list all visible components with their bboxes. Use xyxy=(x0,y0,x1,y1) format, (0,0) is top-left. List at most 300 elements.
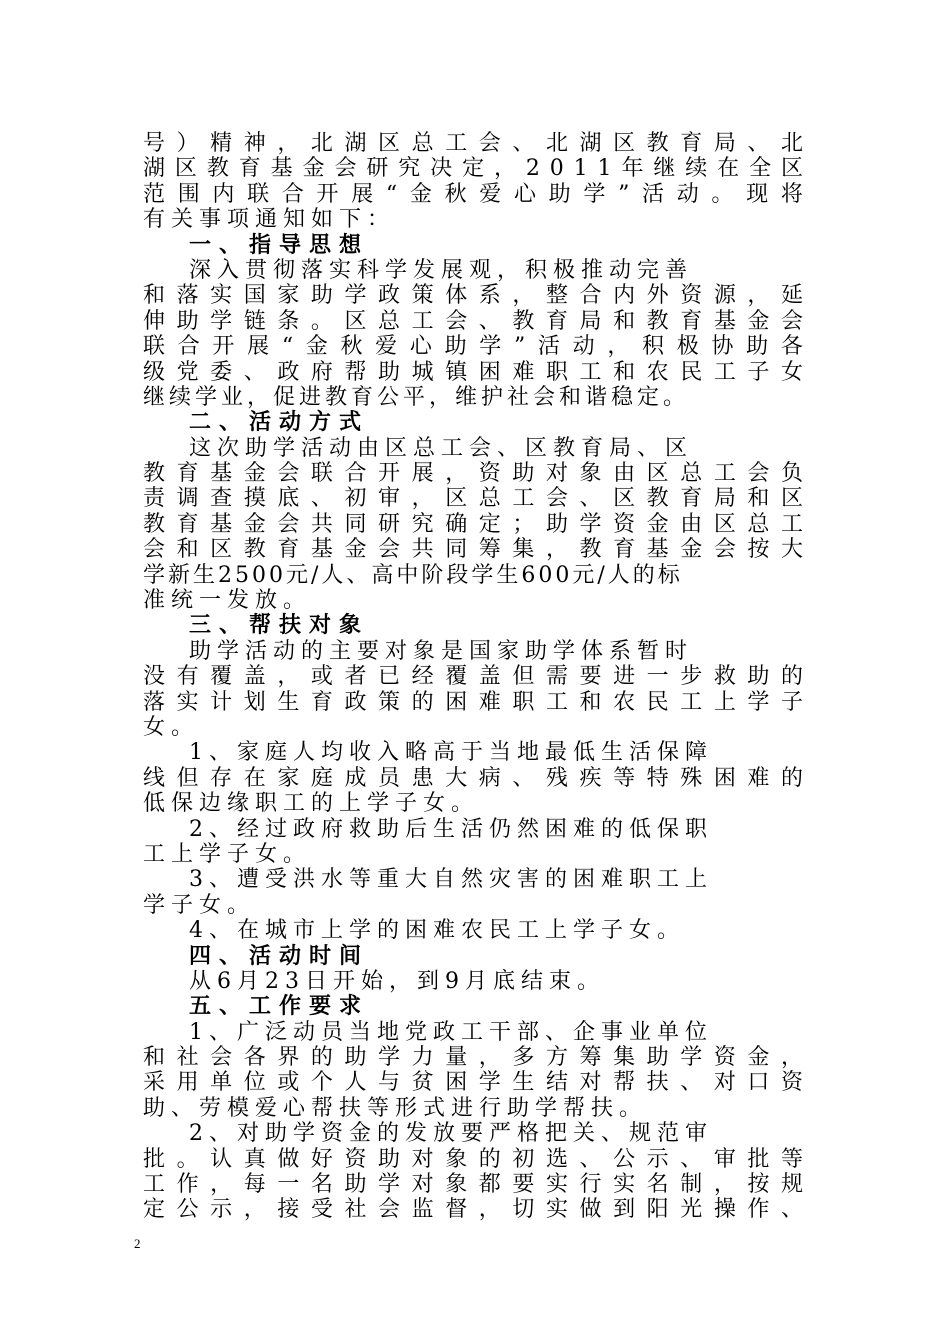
text-glyph: 区 xyxy=(613,131,636,156)
text-glyph: 公 xyxy=(613,1146,636,1172)
text-glyph: 规 xyxy=(780,1172,803,1198)
text-line xyxy=(143,334,803,359)
text-glyph: 社 xyxy=(176,1045,199,1071)
text-glyph: 湖 xyxy=(143,156,166,182)
text-glyph: 对 xyxy=(579,1070,602,1096)
body-text xyxy=(143,131,803,1223)
text-line: 从6月23日开始，到9月底结束。 xyxy=(189,968,605,994)
text-glyph: 作 xyxy=(747,1197,770,1223)
text-glyph: ， xyxy=(277,664,300,690)
section-heading: 四、活动时间 xyxy=(189,943,370,969)
text-glyph: 政 xyxy=(277,359,300,385)
text-glyph: 学 xyxy=(583,181,606,207)
text-glyph: 会 xyxy=(210,1045,233,1071)
text-glyph: 实 xyxy=(176,689,199,715)
text-glyph: 生 xyxy=(512,1070,535,1096)
text-glyph: 子 xyxy=(780,689,803,715)
text-line xyxy=(143,461,803,486)
text-glyph: 定 xyxy=(143,1197,166,1223)
text-glyph: 和 xyxy=(747,486,770,512)
text-glyph: 育 xyxy=(238,156,261,182)
text-glyph: 局 xyxy=(713,486,736,512)
text-glyph: 学 xyxy=(344,283,367,309)
text-glyph: ， xyxy=(512,283,535,309)
text-glyph: 名 xyxy=(310,1172,333,1198)
text-glyph: 基 xyxy=(713,308,736,334)
text-glyph: 体 xyxy=(445,283,468,309)
text-glyph: 、 xyxy=(512,131,535,156)
text-glyph: 。 xyxy=(310,308,333,334)
text-glyph: 1 xyxy=(573,156,588,182)
text-glyph: 和 xyxy=(143,1045,166,1071)
list-item: 2、经过政府救助后生活仍然困难的低保职 xyxy=(189,816,713,842)
text-glyph: 认 xyxy=(210,1146,233,1172)
text-glyph: 区 xyxy=(174,156,197,182)
text-glyph: 监 xyxy=(411,1197,434,1223)
text-glyph: ； xyxy=(512,511,535,537)
text-glyph: 湖 xyxy=(344,131,367,156)
text-line xyxy=(143,182,803,207)
text-glyph: 象 xyxy=(579,461,602,487)
text-glyph: 合 xyxy=(177,334,200,360)
text-glyph: 心 xyxy=(409,334,432,360)
text-glyph: 助 xyxy=(344,1172,367,1198)
text-glyph: 金 xyxy=(243,511,266,537)
text-glyph: 区 xyxy=(613,486,636,512)
text-glyph: 精 xyxy=(210,131,233,156)
text-glyph: 会 xyxy=(780,308,803,334)
list-item: 1、家庭人均收入略高于当地最低生活保障 xyxy=(189,740,713,766)
text-glyph: 量 xyxy=(445,1045,468,1071)
text-glyph: 盖 xyxy=(478,664,501,690)
text-glyph: 政 xyxy=(344,689,367,715)
text-glyph: 教 xyxy=(646,308,669,334)
text-glyph: 开 xyxy=(378,461,401,487)
text-glyph: 落 xyxy=(176,283,199,309)
text-glyph: 示 xyxy=(210,1197,233,1223)
text-glyph: 贫 xyxy=(411,1070,434,1096)
text-glyph: 确 xyxy=(445,511,468,537)
text-glyph: 区 xyxy=(780,486,803,512)
text-line xyxy=(143,512,803,537)
text-glyph: 助 xyxy=(545,511,568,537)
page-number: 2 xyxy=(134,1236,141,1251)
text-glyph: 联 xyxy=(143,334,166,360)
text-line: 准统一发放。 xyxy=(143,588,312,614)
text-glyph: 单 xyxy=(210,1070,233,1096)
text-line xyxy=(143,1147,803,1172)
text-glyph: 调 xyxy=(176,486,199,512)
text-glyph: 各 xyxy=(243,1045,266,1071)
text-glyph: 助 xyxy=(378,359,401,385)
text-glyph: 家 xyxy=(277,283,300,309)
text-glyph: 区 xyxy=(646,461,669,487)
text-glyph: ， xyxy=(713,1172,736,1198)
text-glyph: 育 xyxy=(277,537,300,563)
text-line: 学新生2500元/人、高中阶段学生600元/人的标 xyxy=(143,562,683,588)
text-glyph: 定 xyxy=(462,156,485,182)
text-glyph: 助 xyxy=(548,181,571,207)
text-glyph: 做 xyxy=(277,1146,300,1172)
list-item: 4、在城市上学的困难农民工上学子女。 xyxy=(189,918,685,944)
text-glyph: 区 xyxy=(780,156,803,182)
text-glyph: 救 xyxy=(713,664,736,690)
text-glyph: 资 xyxy=(613,511,636,537)
text-glyph: 学 xyxy=(378,1172,401,1198)
text-glyph: ， xyxy=(780,1045,803,1071)
text-glyph: 集 xyxy=(613,1045,636,1071)
text-glyph: 进 xyxy=(613,664,636,690)
text-glyph: 教 xyxy=(243,537,266,563)
text-glyph: 工 xyxy=(512,486,535,512)
text-glyph: 力 xyxy=(411,1045,434,1071)
text-glyph: 上 xyxy=(713,689,736,715)
text-glyph: 内 xyxy=(613,283,636,309)
text-glyph: 殊 xyxy=(680,765,703,791)
text-glyph: 活 xyxy=(642,181,665,207)
text-glyph: 有 xyxy=(176,664,199,690)
text-glyph: 督 xyxy=(445,1197,468,1223)
text-glyph: 步 xyxy=(680,664,703,690)
text-line: 学子女。 xyxy=(143,892,256,918)
text-glyph: 困 xyxy=(445,1070,468,1096)
text-glyph: 操 xyxy=(713,1197,736,1223)
text-glyph: “ xyxy=(281,334,294,360)
text-glyph: 极 xyxy=(676,334,699,360)
text-glyph: ， xyxy=(478,1045,501,1071)
text-glyph: 、 xyxy=(579,1146,602,1172)
text-glyph: 农 xyxy=(613,689,636,715)
text-glyph: 资 xyxy=(478,461,501,487)
text-glyph: ， xyxy=(210,1172,233,1198)
text-glyph: 会 xyxy=(747,461,770,487)
text-glyph: 子 xyxy=(747,359,770,385)
list-item: 3、遭受洪水等重大自然灾害的困难职工上 xyxy=(189,867,713,893)
text-glyph: 实 xyxy=(545,1197,568,1223)
text-glyph: 盖 xyxy=(243,664,266,690)
text-glyph: 的 xyxy=(780,765,803,791)
text-glyph: 负 xyxy=(780,461,803,487)
text-glyph: 湖 xyxy=(579,131,602,156)
text-glyph: 残 xyxy=(545,765,568,791)
text-glyph: 资 xyxy=(780,1070,803,1096)
text-glyph: 结 xyxy=(545,1070,568,1096)
text-glyph: 北 xyxy=(310,131,333,156)
text-glyph: 内 xyxy=(212,181,235,207)
text-glyph: ， xyxy=(607,334,630,360)
text-glyph: 难 xyxy=(512,359,535,385)
text-glyph: 底 xyxy=(277,486,300,512)
text-glyph: 会 xyxy=(143,537,166,563)
text-glyph: 策 xyxy=(411,283,434,309)
text-glyph: 困 xyxy=(478,359,501,385)
text-line xyxy=(143,131,803,156)
text-glyph: 区 xyxy=(344,308,367,334)
text-glyph: 爱 xyxy=(375,334,398,360)
section-heading: 五、工作要求 xyxy=(189,994,370,1020)
text-glyph: 动 xyxy=(676,181,699,207)
text-glyph: 会 xyxy=(378,537,401,563)
text-glyph: 、 xyxy=(512,765,535,791)
text-glyph: ） xyxy=(176,131,199,156)
text-glyph: 多 xyxy=(512,1045,535,1071)
text-glyph: ， xyxy=(243,1197,266,1223)
text-glyph: 开 xyxy=(212,334,235,360)
text-glyph: 教 xyxy=(512,308,535,334)
text-line xyxy=(143,156,803,181)
text-glyph: 都 xyxy=(478,1172,501,1198)
text-glyph: 1 xyxy=(597,156,612,182)
text-glyph: 和 xyxy=(613,308,636,334)
text-glyph: 和 xyxy=(613,359,636,385)
text-glyph: ， xyxy=(445,461,468,487)
text-glyph: 受 xyxy=(310,1197,333,1223)
text-glyph: 总 xyxy=(478,486,501,512)
text-glyph: 口 xyxy=(747,1070,770,1096)
text-glyph: 年 xyxy=(621,156,644,182)
text-glyph: 学 xyxy=(478,1070,501,1096)
text-glyph: 需 xyxy=(545,664,568,690)
text-glyph: 象 xyxy=(445,1172,468,1198)
text-glyph: 镇 xyxy=(445,359,468,385)
text-glyph: 党 xyxy=(176,359,199,385)
text-glyph: 育 xyxy=(680,308,703,334)
text-glyph: 疾 xyxy=(579,765,602,791)
text-glyph: 责 xyxy=(143,486,166,512)
text-glyph: 查 xyxy=(210,486,233,512)
text-glyph: 患 xyxy=(411,765,434,791)
text-glyph: 一 xyxy=(277,1172,300,1198)
text-glyph: 个 xyxy=(310,1070,333,1096)
text-glyph: 庭 xyxy=(310,765,333,791)
text-glyph: 教 xyxy=(579,537,602,563)
text-glyph: 线 xyxy=(143,765,166,791)
text-glyph: 教 xyxy=(143,511,166,537)
text-glyph: 、 xyxy=(478,308,501,334)
text-glyph: 好 xyxy=(310,1146,333,1172)
text-glyph: 接 xyxy=(277,1197,300,1223)
text-glyph: 基 xyxy=(646,537,669,563)
text-glyph: 到 xyxy=(613,1197,636,1223)
text-glyph: 采 xyxy=(143,1070,166,1096)
text-glyph: 或 xyxy=(277,1070,300,1096)
text-glyph: 覆 xyxy=(210,664,233,690)
text-glyph: 北 xyxy=(545,131,568,156)
text-glyph: 、 xyxy=(680,1070,703,1096)
text-glyph: 展 xyxy=(411,461,434,487)
text-glyph: 会 xyxy=(334,156,357,182)
text-glyph: 集 xyxy=(512,537,535,563)
text-glyph: 育 xyxy=(176,461,199,487)
text-glyph: 育 xyxy=(310,689,333,715)
text-glyph: 继 xyxy=(653,156,676,182)
text-glyph: 金 xyxy=(243,461,266,487)
text-glyph: 对 xyxy=(411,1146,434,1172)
text-glyph: 会 xyxy=(378,1197,401,1223)
text-glyph: 金 xyxy=(747,1045,770,1071)
text-glyph: 切 xyxy=(512,1197,535,1223)
text-glyph: 存 xyxy=(210,765,233,791)
text-glyph: 源 xyxy=(713,283,736,309)
text-glyph: 工 xyxy=(680,689,703,715)
text-glyph: 究 xyxy=(398,156,421,182)
text-glyph: 各 xyxy=(780,334,803,360)
text-glyph: 学 xyxy=(210,308,233,334)
text-glyph: 特 xyxy=(646,765,669,791)
text-glyph: 总 xyxy=(411,131,434,156)
text-glyph: 北 xyxy=(780,131,803,156)
text-glyph: 批 xyxy=(143,1146,166,1172)
text-glyph: 但 xyxy=(512,664,535,690)
text-glyph: 展 xyxy=(351,181,374,207)
text-glyph: 工 xyxy=(445,131,468,156)
text-glyph: 实 xyxy=(210,283,233,309)
text-glyph: 社 xyxy=(344,1197,367,1223)
text-glyph: 的 xyxy=(478,1146,501,1172)
text-glyph: 光 xyxy=(680,1197,703,1223)
text-glyph: 名 xyxy=(646,1172,669,1198)
text-glyph: 联 xyxy=(247,181,270,207)
text-glyph: 金 xyxy=(305,334,328,360)
text-glyph: 生 xyxy=(277,689,300,715)
text-glyph: 府 xyxy=(310,359,333,385)
text-line: 这次助学活动由区总工会、区教育局、区 xyxy=(189,435,694,461)
text-glyph: 要 xyxy=(512,1172,535,1198)
text-glyph: 助 xyxy=(378,1146,401,1172)
text-glyph: 究 xyxy=(411,511,434,537)
text-glyph: 教 xyxy=(646,131,669,156)
text-line: 工上学子女。 xyxy=(143,841,312,867)
text-glyph: 计 xyxy=(210,689,233,715)
text-glyph: 、 xyxy=(310,486,333,512)
text-glyph: 难 xyxy=(747,765,770,791)
text-line: 继续学业，促进教育公平，维护社会和谐稳定。 xyxy=(143,384,690,410)
text-glyph: 阳 xyxy=(646,1197,669,1223)
text-glyph: 级 xyxy=(143,359,166,385)
text-glyph: 学 xyxy=(378,1045,401,1071)
text-glyph: 者 xyxy=(344,664,367,690)
text-glyph: 实 xyxy=(545,1172,568,1198)
text-glyph: 、 xyxy=(579,486,602,512)
text-glyph: 批 xyxy=(747,1146,770,1172)
text-glyph: 等 xyxy=(780,1146,803,1172)
text-glyph: 共 xyxy=(411,537,434,563)
text-glyph: 同 xyxy=(344,511,367,537)
text-glyph: 每 xyxy=(243,1172,266,1198)
text-glyph: ， xyxy=(493,156,516,182)
text-glyph: 作 xyxy=(176,1172,199,1198)
text-glyph: 外 xyxy=(646,283,669,309)
text-glyph: 审 xyxy=(378,486,401,512)
text-glyph: 教 xyxy=(646,486,669,512)
text-glyph: 工 xyxy=(780,511,803,537)
text-glyph: 经 xyxy=(411,664,434,690)
text-glyph: 金 xyxy=(680,537,703,563)
text-glyph: 在 xyxy=(243,765,266,791)
text-line xyxy=(143,690,803,715)
text-glyph: 界 xyxy=(277,1045,300,1071)
text-glyph: 。 xyxy=(711,181,734,207)
text-glyph: 合 xyxy=(281,181,304,207)
section-heading: 三、帮扶对象 xyxy=(189,613,370,639)
text-glyph: 已 xyxy=(378,664,401,690)
text-glyph: 围 xyxy=(177,181,200,207)
text-glyph: ， xyxy=(545,537,568,563)
text-glyph: 、 xyxy=(243,359,266,385)
text-glyph: 资 xyxy=(713,1045,736,1071)
text-glyph: 做 xyxy=(579,1197,602,1223)
text-glyph: 家 xyxy=(277,765,300,791)
text-glyph: 和 xyxy=(579,689,602,715)
text-glyph: 筹 xyxy=(478,537,501,563)
text-glyph: 育 xyxy=(680,131,703,156)
text-glyph: 要 xyxy=(579,664,602,690)
text-glyph: 助 xyxy=(512,461,535,487)
text-glyph: 民 xyxy=(646,689,669,715)
text-glyph: 人 xyxy=(344,1070,367,1096)
text-line: 女。 xyxy=(143,714,200,740)
text-glyph: 研 xyxy=(378,511,401,537)
text-glyph: 育 xyxy=(545,308,568,334)
text-glyph: 、 xyxy=(747,131,770,156)
text-glyph: 帮 xyxy=(613,1070,636,1096)
text-glyph: 育 xyxy=(680,486,703,512)
text-glyph: 范 xyxy=(143,181,166,207)
text-glyph: 0 xyxy=(549,156,564,182)
text-glyph: 女 xyxy=(780,359,803,385)
text-line: 助、劳模爱心帮扶等形式进行助学帮扶。 xyxy=(143,1095,648,1121)
text-glyph: 秋 xyxy=(444,181,467,207)
text-line: 低保边缘职工的上学子女。 xyxy=(143,791,480,817)
text-glyph: 基 xyxy=(270,156,293,182)
text-glyph: 员 xyxy=(378,765,401,791)
text-glyph: 真 xyxy=(243,1146,266,1172)
text-glyph: 困 xyxy=(445,689,468,715)
text-line: 有关事项通知如下： xyxy=(143,207,396,233)
text-glyph: 工 xyxy=(143,1172,166,1198)
text-glyph: 金 xyxy=(747,308,770,334)
text-glyph: 和 xyxy=(176,537,199,563)
text-glyph: 现 xyxy=(746,181,769,207)
text-glyph: 成 xyxy=(344,765,367,791)
text-glyph: 学 xyxy=(479,334,502,360)
text-glyph: 。 xyxy=(176,1146,199,1172)
text-glyph: ， xyxy=(277,131,300,156)
text-glyph: 民 xyxy=(680,359,703,385)
text-glyph: 大 xyxy=(445,765,468,791)
text-glyph: 金 xyxy=(409,181,432,207)
text-line xyxy=(143,1197,803,1222)
text-glyph: 选 xyxy=(545,1146,568,1172)
text-glyph: 将 xyxy=(780,181,803,207)
text-glyph: 职 xyxy=(512,689,535,715)
text-glyph: 工 xyxy=(579,359,602,385)
text-glyph: 会 xyxy=(277,461,300,487)
text-glyph: 、 xyxy=(680,1146,703,1172)
text-glyph: 按 xyxy=(747,1172,770,1198)
text-glyph: ， xyxy=(747,283,770,309)
text-line xyxy=(143,537,803,562)
text-glyph: 按 xyxy=(747,537,770,563)
section-heading: 二、活动方式 xyxy=(189,410,370,436)
text-glyph: 病 xyxy=(478,765,501,791)
text-glyph: 助 xyxy=(746,334,769,360)
text-glyph: 合 xyxy=(344,461,367,487)
text-glyph: 伸 xyxy=(143,308,166,334)
text-glyph: 示 xyxy=(646,1146,669,1172)
text-glyph: ” xyxy=(513,334,526,360)
text-glyph: 职 xyxy=(545,359,568,385)
